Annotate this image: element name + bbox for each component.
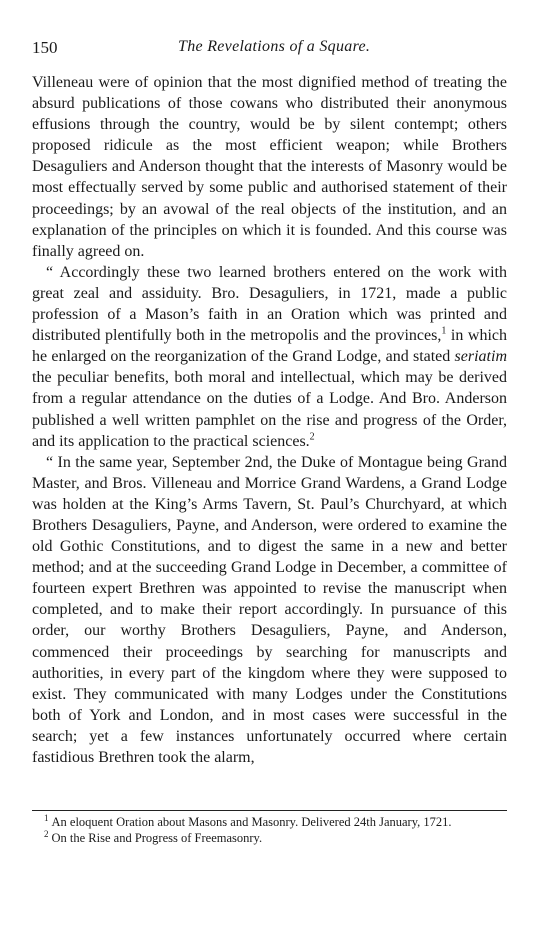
page-header <box>32 38 507 62</box>
paragraph-2-part-c: the peculiar benefits, both moral and intellectual, which may be derived from a regular attendance on the duties of a Lodge. And Bro. Anderson published a well written pamphlet on the rise and progress of the Order, and its application to the practical sciences. <box>32 369 507 450</box>
running-title: The Revelations of a Square. <box>178 38 371 55</box>
paragraph-1: Villeneau were of opinion that the most dignified method of treating the absurd publications of those cowans who distributed their anonymous effusions through the country, would be by silent contempt; others proposed ridicule as the most efficient weapon; while Brothers Desaguliers and Anderson thought that the interests of Masonry would be most effectually served by some public and authorised statement of their proceedings; by an avowal of the real objects of the institution, and an explanation of the principles on which it is founded. And this course was finally agreed on. <box>32 74 507 260</box>
paragraph-2 <box>32 262 507 452</box>
footnote-2-text: On the Rise and Progress of Freemasonry. <box>51 831 263 845</box>
footnote-divider <box>32 810 507 811</box>
footnote-ref-2: 2 <box>309 431 315 443</box>
footnote-2-mark: 2 <box>44 828 49 839</box>
footnote-ref-1: 1 <box>441 325 447 337</box>
footnote-1 <box>32 814 507 830</box>
paragraph-2-part-a: “ Accordingly these two learned brothers entered on the work with great zeal and assiduity. Bro. Desaguliers, in 1721, made a public profession of a Mason’s faith in an Oration which was printed and distributed plentifully both in the metropolis and the provinces, <box>32 263 507 345</box>
page-number: 150 <box>32 38 58 57</box>
footnotes <box>32 814 507 846</box>
footnote-2 <box>32 830 507 846</box>
footnote-1-text: An eloquent Oration about Masons and Masonry. Delivered 24th January, 1721. <box>51 815 452 829</box>
italic-seriatim: seriatim <box>454 348 507 366</box>
paragraph-3: “ In the same year, September 2nd, the Duke of Montague being Grand Master, and Bros. Villeneau and Morrice Grand Wardens, a Grand Lodge was holden at the King’s Arms Tavern, St. Paul’s Churchyard, at which Brothers Desaguliers, Payne, and Anderson, were ordered to examine the old Gothic Constitutions, and to digest the same in a new and better method; and at the succeeding Grand Lodge in December, a committee of fourteen expert Brethren was appointed to revise the manuscript when completed, and to make their report accordingly. In pursuance of this order, our worthy Brothers Desaguliers, Payne, and Anderson, commenced their proceedings by searching for manuscripts and authorities, in every part of the kingdom where they were supposed to exist. They communicated with many Lodges under the Constitutions both of York and London, and in most cases were successful in the search; yet a few instances unfortunately occurred where certain fastidious Brethren took the alarm, <box>32 453 507 766</box>
footnote-1-mark: 1 <box>44 812 49 823</box>
body-text <box>32 72 507 768</box>
paragraph-2-part-b: in which he enlarged on the reorganization of the Grand Lodge, and stated <box>32 327 507 366</box>
